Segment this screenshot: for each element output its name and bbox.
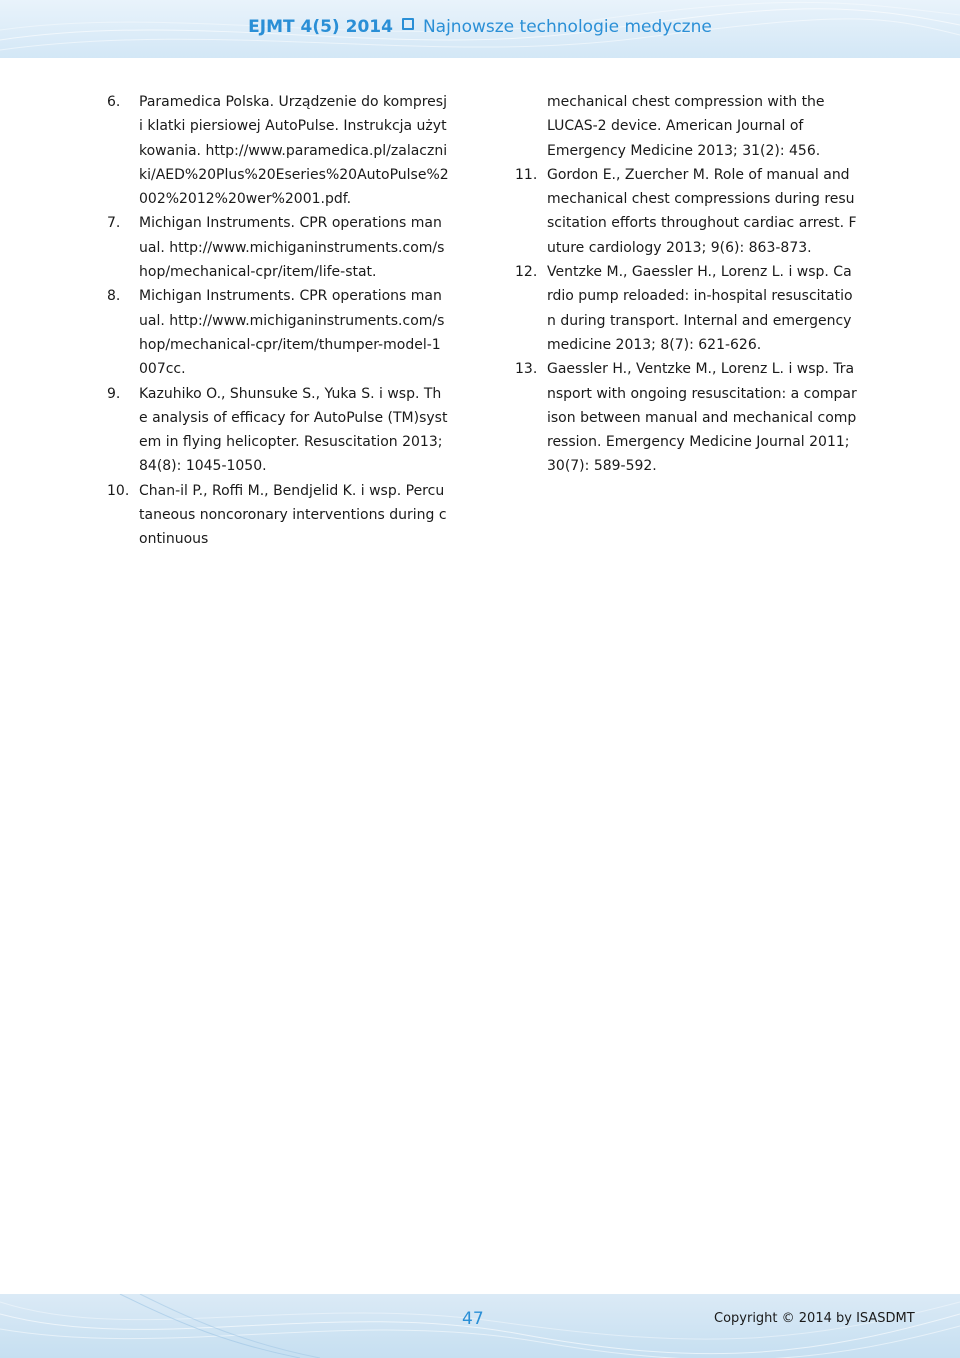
reference-item [107,284,449,381]
reference-item [107,479,449,552]
reference-number: 12. [515,264,538,281]
reference-item [107,90,449,211]
reference-item [515,357,857,478]
references-right-column [515,90,857,479]
reference-item [515,163,857,260]
reference-number: 6. [107,94,121,110]
reference-text: Gaessler H., Ventzke M., Lorenz L. i wsp. Transport with ongoing resuscitation: a comparison between manual and mechanical compression. Emergency Medicine Journal 2011; 30(7): 589-592. [547,361,857,475]
references-left-column [107,90,449,552]
reference-number: 8. [107,288,121,305]
reference-item [107,211,449,284]
reference-text: Ventzke M., Gaessler H., Lorenz L. i wsp. Cardio pump reloaded: in-hospital resuscitation during transport. Internal and emergency medicine 2013; 8(7): 621-626. [547,264,853,353]
reference-text: Michigan Instruments. CPR operations manual. http://www.michiganinstruments.com/shop/mechanical-cpr/item/life-stat. [139,215,445,281]
reference-number: 10. [107,482,130,499]
running-head [0,17,960,37]
reference-item [515,260,857,357]
page-header [0,0,960,58]
journal-citation: EJMT 4(5) 2014 [248,17,393,37]
reference-text: Michigan Instruments. CPR operations manual. http://www.michiganinstruments.com/shop/mechanical-cpr/item/thumper-model-1007cc. [139,288,445,378]
page-footer [0,1294,960,1358]
reference-text: Paramedica Polska. Urządzenie do kompresji klatki piersiowej AutoPulse. Instrukcja użytkowania. http://www.paramedica.pl/zalaczniki/AED%20Plus%20Eseries%20AutoPulse%2002%2012%20wer%2001.pdf. [139,94,449,208]
reference-number: 7. [107,215,121,232]
reference-item [107,382,449,479]
reference-text: Chan-il P., Roffi M., Bendjelid K. i wsp. Percutaneous noncoronary interventions during continuous [139,482,447,548]
reference-number: 9. [107,385,121,402]
reference-number: 13. [515,361,538,378]
section-title: Najnowsze technologie medyczne [422,17,712,37]
reference-number: 11. [515,166,538,183]
page-number: 47 [462,1309,484,1329]
reference-text: Gordon E., Zuercher M. Role of manual and mechanical chest compressions during resuscitation efforts throughout cardiac arrest. Future cardiology 2013; 9(6): 863-873. [547,166,857,256]
reference-text: Kazuhiko O., Shunsuke S., Yuka S. i wsp. The analysis of efficacy for AutoPulse (TM)system in flying helicopter. Resuscitation 2013; 84(8): 1045-1050. [139,385,448,475]
copyright-notice: Copyright © 2014 by ISASDMT [714,1311,915,1326]
reference-continuation: mechanical chest compression with the LUCAS-2 device. American Journal of Emergency Medicine 2013; 31(2): 456. [547,94,825,159]
square-bullet-icon [402,18,414,30]
